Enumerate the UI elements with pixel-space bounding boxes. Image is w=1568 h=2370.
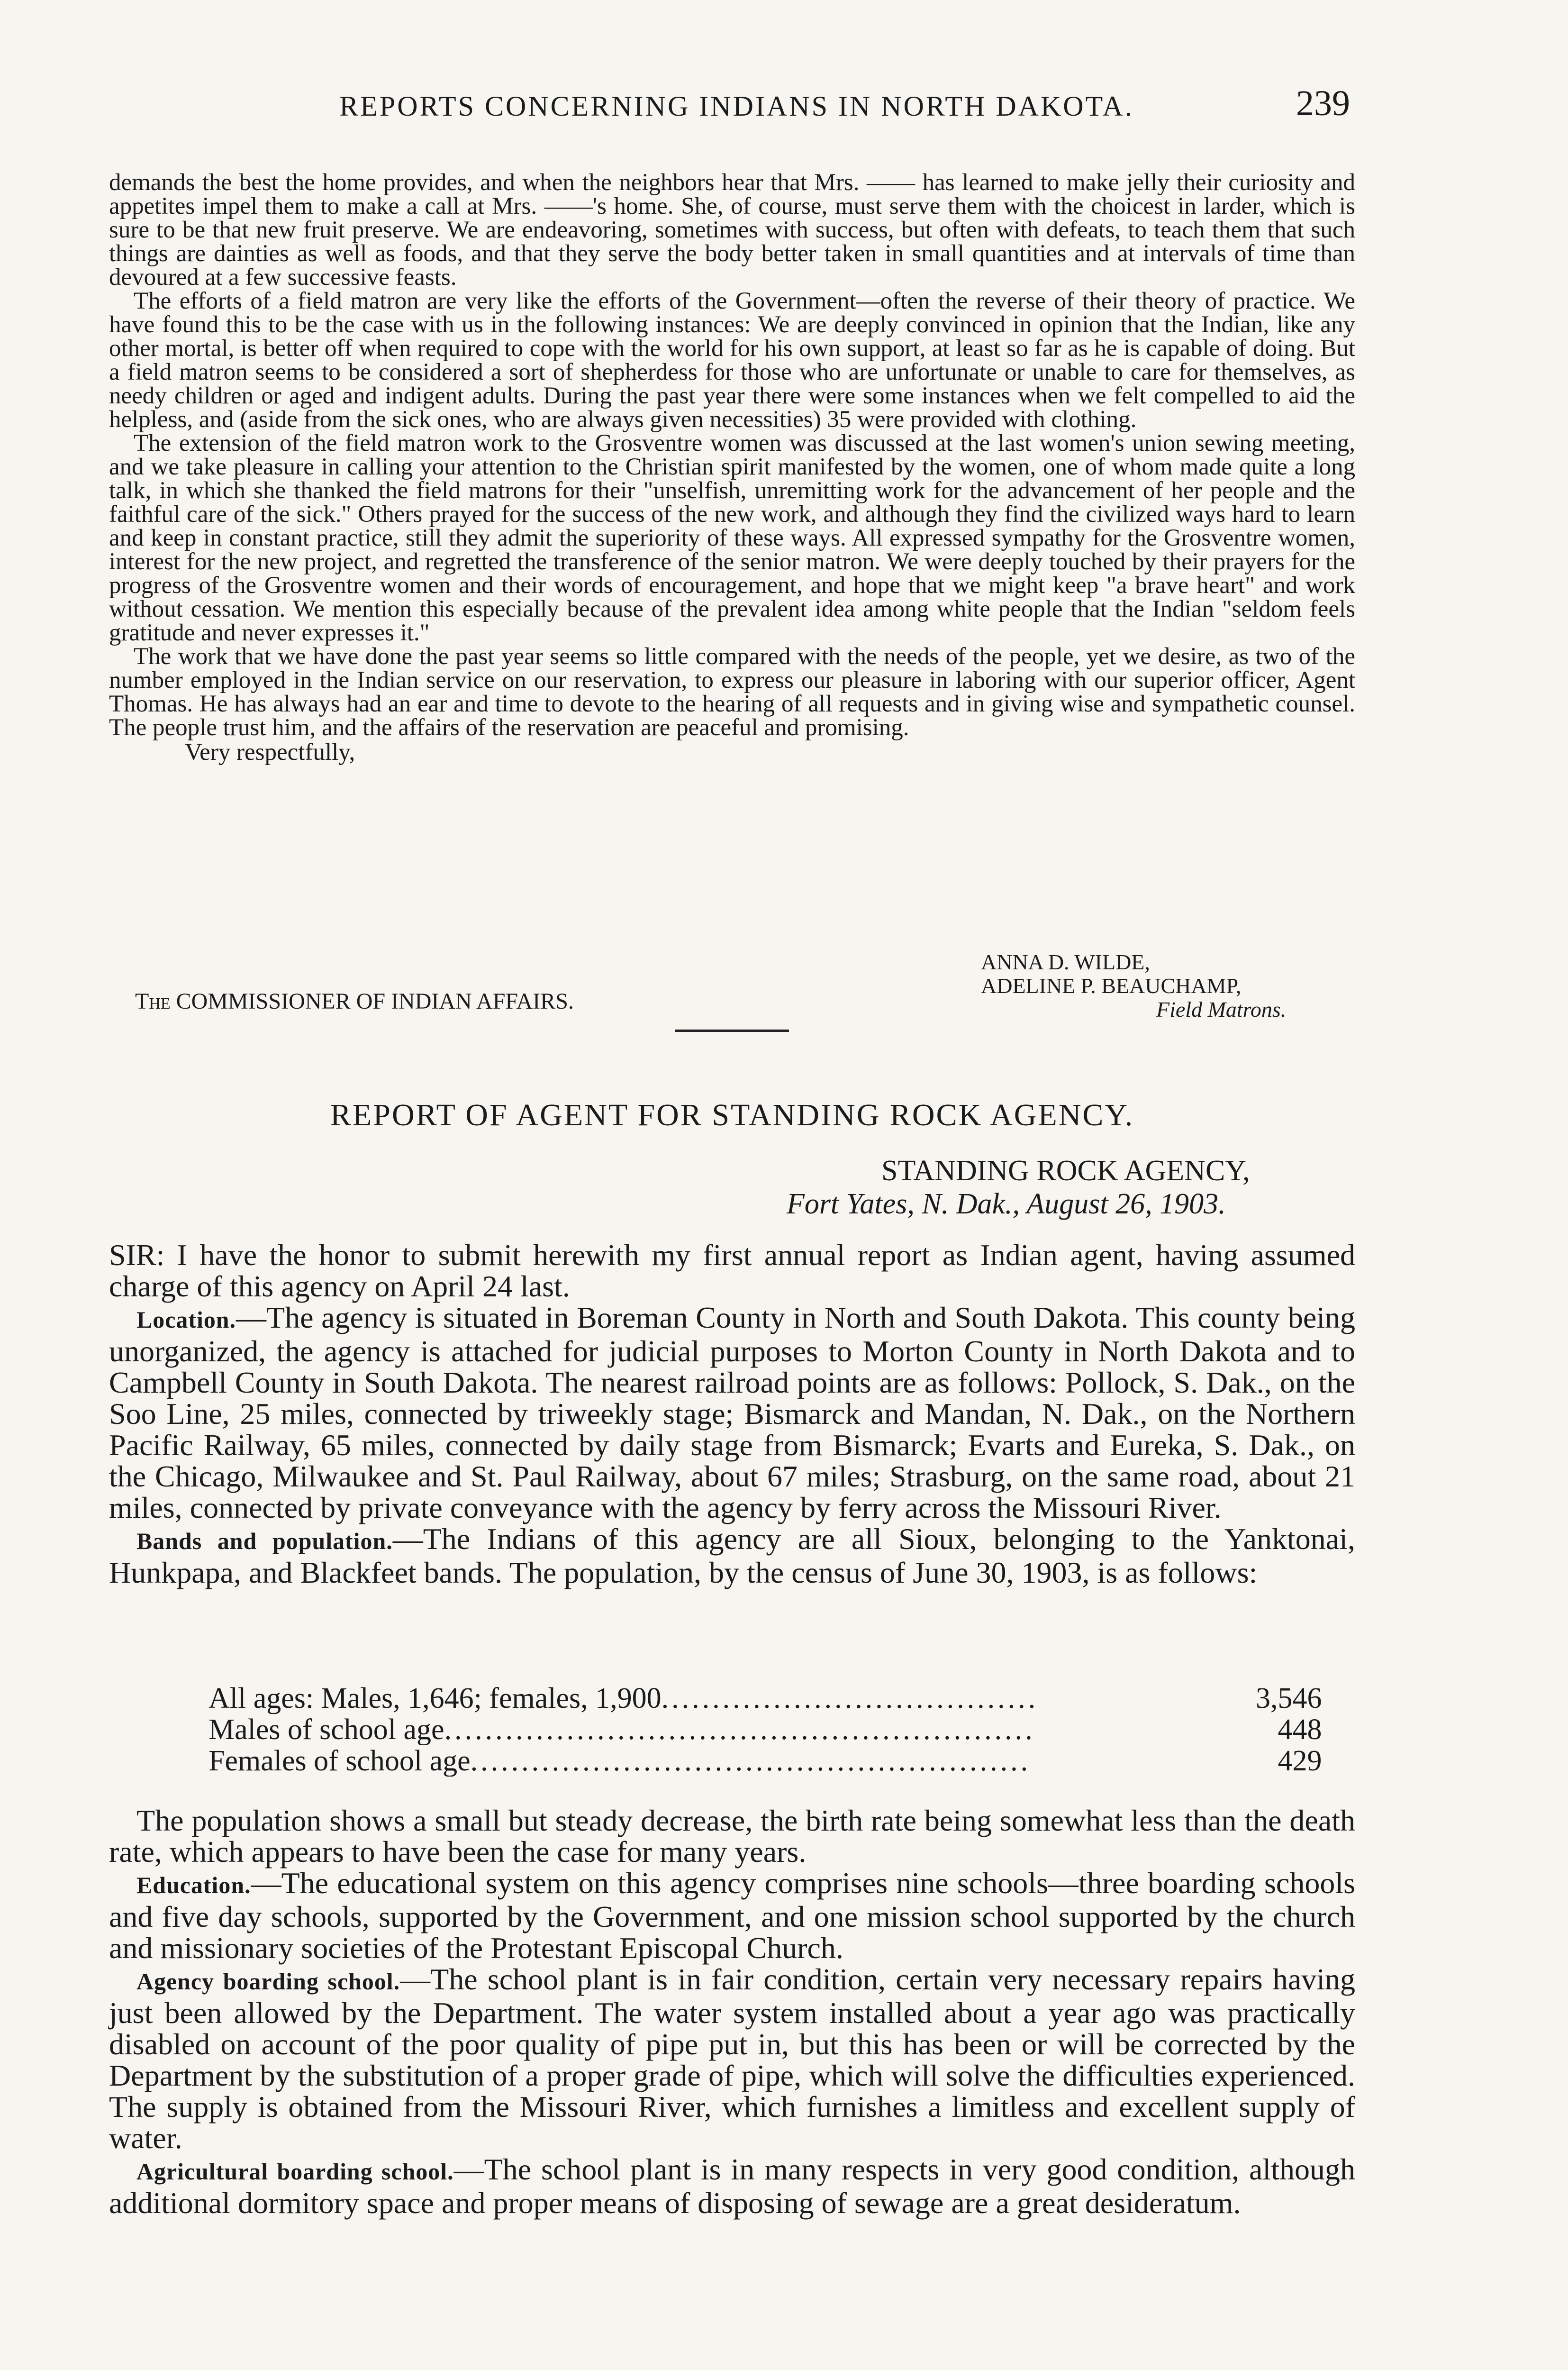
dateline-place: STANDING ROCK AGENCY, bbox=[881, 1155, 1250, 1187]
signature-block bbox=[981, 950, 1286, 1021]
population-value: 448 bbox=[1278, 1714, 1322, 1746]
agricultural-school-text: —The school plant is in many respects in very good condition, although additional dormitory space and proper means of disposing of sewage are a great desideratum. bbox=[109, 2152, 1355, 2220]
salutation: SIR: I have the honor to submit herewith my first annual report as Indian agent, having assumed charge of this agency on April 24 last. bbox=[109, 1238, 1355, 1303]
dateline-detail: Fort Yates, N. Dak., August 26, 1903. bbox=[787, 1188, 1226, 1220]
dot-leader: ....................................................... bbox=[470, 1745, 1031, 1777]
population-label: Males of school age bbox=[208, 1714, 444, 1745]
closing: Very respectfully, bbox=[185, 739, 355, 766]
addressee: The COMMISSIONER OF INDIAN AFFAIRS. bbox=[135, 989, 574, 1014]
section-divider bbox=[675, 1030, 789, 1032]
population-label: All ages: Males, 1,646; females, 1,900 bbox=[208, 1683, 662, 1714]
bands-label: Bands and population. bbox=[136, 1528, 393, 1554]
table-row bbox=[208, 1714, 1322, 1745]
location-text: —The agency is situated in Boreman County in North and South Dakota. This county being unorganized, the agency is attached for judicial purposes to Morton County in North Dakota and to Campbell County in South Dakota. The nearest railroad points are as follows: Pollock, S. Dak., on the Soo Line, 25 miles, connected by triweekly stage; Bismarck and Mandan, N. Dak., on the Northern Pacific Railway, 65 miles, connected by daily stage from Bismarck; Evarts and Eureka, S. Dak., on the Chicago, Milwaukee and St. Paul Railway, about 67 miles; Strasburg, on the same road, about 21 miles, connected by private conveyance with the agency by ferry across the Missouri River. bbox=[109, 1301, 1355, 1524]
education-paragraph bbox=[109, 1868, 1355, 1964]
report-heading: REPORT OF AGENT FOR STANDING ROCK AGENCY. bbox=[330, 1098, 1134, 1132]
location-label: Location. bbox=[136, 1307, 236, 1333]
education-text: —The educational system on this agency comprises nine schools—three boarding schools and five day schools, supported by the Government, and one mission school supported by the church and missionary societies of the Protestant Episcopal Church. bbox=[109, 1866, 1355, 1965]
agency-school-label: Agency boarding school. bbox=[136, 1969, 400, 1995]
standing-rock-report-continued bbox=[109, 1805, 1355, 2219]
paragraph: The work that we have done the past year seems so little compared with the needs of the people, yet we desire, as two of the number employed in the Indian service on our reservation, to express our pleasure in laboring with our superior officer, Agent Thomas. He has always had an ear and time to devote to the hearing of all requests and in giving wise and sympathetic counsel. The people trust him, and the affairs of the reservation are peaceful and promising. bbox=[109, 643, 1355, 741]
agency-school-paragraph bbox=[109, 1964, 1355, 2154]
paragraph: demands the best the home provides, and when the neighbors hear that Mrs. —— has learned to make jelly their curiosity and appetites impel them to make a call at Mrs. ——'s home. She, of course, must serve them with the choicest in larder, which is sure to be that new fruit preserve. We are endeavoring, sometimes with success, but often with defeats, to teach them that such things are dainties as well as foods, and that they serve the body better taken in small quantities and at intervals of time than devoured at a few successive feasts. bbox=[109, 169, 1355, 291]
education-label: Education. bbox=[136, 1872, 251, 1898]
population-table bbox=[208, 1683, 1322, 1777]
dot-leader: ..................................... bbox=[661, 1683, 1039, 1714]
signer-name: ANNA D. WILDE, bbox=[981, 950, 1150, 974]
paragraph: The efforts of a field matron are very like the efforts of the Government—often the reverse of their theory of practice. We have found this to be the case with us in the following instances: We are deeply convinced in opinion that the Indian, like any other mortal, is better off when required to cope with the world for his own support, at least so far as he is capable of doing. But a field matron seems to be considered a sort of shepherdess for those who are unfortunate or unable to care for themselves, as needy children or aged and indigent adults. During the past year there were some instances when we felt compelled to aid the helpless, and (aside from the sick ones, who are always given necessities) 35 were provided with clothing. bbox=[109, 288, 1355, 433]
signer-name: ADELINE P. BEAUCHAMP, bbox=[981, 974, 1242, 998]
population-value: 3,546 bbox=[1256, 1682, 1322, 1714]
agricultural-school-paragraph bbox=[109, 2154, 1355, 2219]
table-row bbox=[208, 1745, 1322, 1777]
agency-school-text: —The school plant is in fair condition, certain very necessary repairs having just been allowed by the Department. The water system installed about a year ago was practically disabled on account of the poor quality of pipe put in, but this has been or will be corrected by the Department by the substitution of a proper grade of pipe, which will solve the difficulties experienced. The supply is obtained from the Missouri River, which furnishes a limitless and excellent supply of water. bbox=[109, 1962, 1355, 2155]
dateline bbox=[787, 1154, 1250, 1221]
standing-rock-report-body bbox=[109, 1240, 1355, 1588]
location-paragraph bbox=[109, 1302, 1355, 1523]
paragraph: The extension of the field matron work to the Grosventre women was discussed at the last women's union sewing meeting, and we take pleasure in calling your attention to the Christian spirit manifested by the women, one of whom made quite a long talk, in which she thanked the field matrons for their "unselfish, unremitting work for the advancement of her people and the faithful care of the sick." Others prayed for the success of the new work, and although they find the civilized ways hard to learn and keep in constant practice, still they admit the superiority of these ways. All expressed sympathy for the Grosventre women, interest for the new project, and regretted the transference of the senior matron. We were deeply touched by their prayers for the progress of the Grosventre women and their words of encouragement, and hope that we might keep "a brave heart" and work without cessation. We mention this especially because of the prevalent idea among white people that the Indian "seldom feels gratitude and never expresses it." bbox=[109, 430, 1355, 646]
bands-paragraph bbox=[109, 1523, 1355, 1588]
page-number: 239 bbox=[1296, 83, 1350, 123]
dot-leader: .......................................................... bbox=[444, 1714, 1035, 1745]
agricultural-school-label: Agricultural boarding school. bbox=[136, 2159, 454, 2185]
population-value: 429 bbox=[1278, 1745, 1322, 1777]
continued-report-body bbox=[109, 171, 1355, 764]
population-comment: The population shows a small but steady decrease, the birth rate being somewhat less than the death rate, which appears to have been the case for many years. bbox=[109, 1804, 1355, 1869]
table-row bbox=[208, 1683, 1322, 1714]
population-label: Females of school age bbox=[208, 1745, 471, 1777]
bands-text: —The Indians of this agency are all Sioux, belonging to the Yanktonai, Hunkpapa, and Blackfeet bands. The population, by the census of June 30, 1903, is as follows: bbox=[109, 1522, 1355, 1589]
running-title: REPORTS CONCERNING INDIANS IN NORTH DAKOTA. bbox=[339, 91, 1134, 122]
signer-title: Field Matrons. bbox=[1156, 997, 1287, 1021]
